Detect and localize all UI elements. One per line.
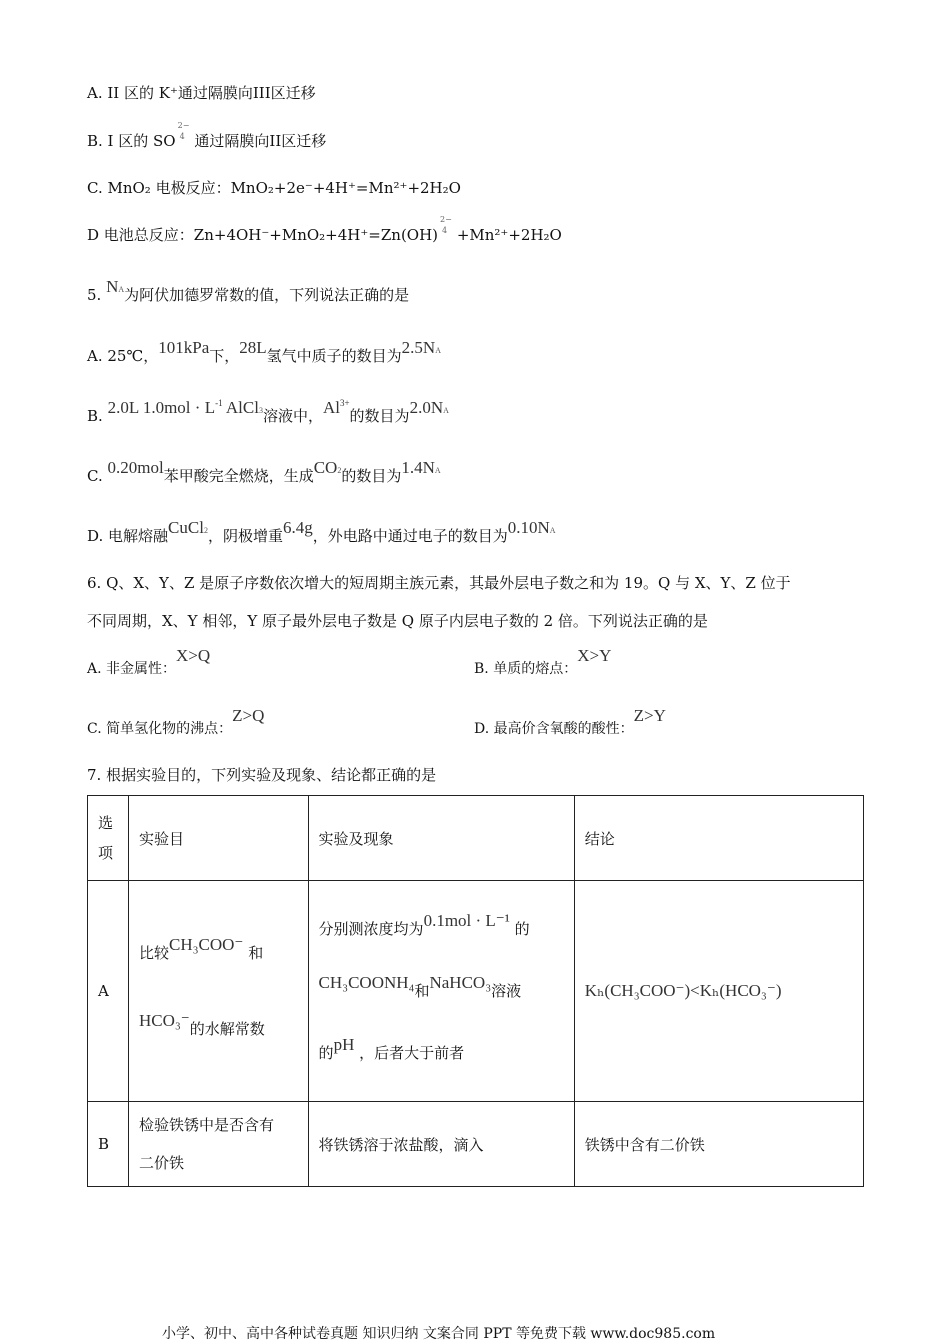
page-footer: 小学、初中、高中各种试卷真题 知识归纳 文案合同 PPT 等免费下载 www.doc985.com	[162, 1326, 716, 1342]
q7-a-conclusion: Kₕ(CH₃COO⁻)<Kₕ(HCO₃⁻)	[574, 881, 863, 1102]
q4-b-suffix: 通过隔膜向II区迁移	[194, 132, 327, 150]
q5-stem-text: 为阿伏加德罗常数的值，下列说法正确的是	[124, 286, 410, 304]
q5-stem	[87, 277, 410, 305]
q4-d-suffix: +Mn²⁺+2H₂O	[456, 226, 562, 244]
q4-option-c: C. MnO₂ 电极反应：MnO₂+2e⁻+4H⁺=Mn²⁺+2H₂O	[87, 179, 461, 197]
q4-b-prefix: B. I 区的 SO	[87, 132, 176, 150]
q7-header-goal: 实验目	[128, 796, 308, 881]
q7-header-row	[88, 796, 864, 881]
q7-b-option: B	[88, 1102, 129, 1187]
q6-stem-line1: 6. Q、X、Y、Z 是原子序数依次增大的短周期主族元素，其最外层电子数之和为 19。Q 与 X、Y、Z 位于	[87, 574, 791, 592]
q7-row-a	[88, 881, 864, 1102]
q5-number: 5.	[87, 286, 102, 304]
q5-option-c: C. 0.20mol苯甲酸完全燃烧，生成CO2的数目为1.4NA	[87, 458, 441, 485]
q6-option-a: A. 非金属性：X>Q	[87, 646, 211, 677]
q7-header-conclusion: 结论	[574, 796, 863, 881]
q7-header-experiment: 实验及现象	[308, 796, 574, 881]
q4-b-ion-index: 2− 4	[177, 121, 190, 141]
q7-b-goal: 检验铁锈中是否含有 二价铁	[128, 1102, 308, 1187]
q6-option-b: B. 单质的熔点：X>Y	[474, 646, 612, 677]
q7-a-goal: 比较CH₃COO⁻ 和 HCO₃⁻的水解常数	[128, 881, 308, 1102]
q7-b-experiment: 将铁锈溶于浓盐酸，滴入	[308, 1102, 574, 1187]
q6-stem-line2: 不同周期，X、Y 相邻，Y 原子最外层电子数是 Q 原子内层电子数的 2 倍。下列说法正确的是	[87, 612, 708, 630]
q4-option-d	[87, 215, 562, 245]
q7-a-option: A	[88, 881, 129, 1102]
q5-option-a: A. 25℃，101kPa下，28L氢气中质子的数目为2.5NA	[87, 338, 441, 365]
q5-option-b: B. 2.0L $1.0mol \cdot L^{-1}$ AlCl3溶液中，$Al^{3+}$的数目为2.0NA	[87, 398, 449, 425]
q4-d-ion-index: 2− 4	[440, 215, 452, 235]
q7-header-option: 选项	[88, 796, 129, 881]
q5-na-symbol: NA	[106, 277, 125, 296]
q7-stem: 7. 根据实验目的，下列实验及现象、结论都正确的是	[87, 766, 437, 784]
q6-option-d: D. 最高价含氧酸的酸性：Z>Y	[474, 706, 666, 737]
q7-table	[87, 795, 864, 1187]
q7-a-experiment: 分别测浓度均为0.1mol · L⁻¹ 的 CH₃COONH₄和NaHCO₃溶液 的pH ，后者大于前者	[308, 881, 574, 1102]
q4-option-b	[87, 121, 327, 151]
q7-row-b	[88, 1102, 864, 1187]
q4-option-a: A. II 区的 K⁺通过隔膜向III区迁移	[87, 84, 316, 102]
q4-d-prefix: D 电池总反应：Zn+4OH⁻+MnO₂+4H⁺=Zn(OH)	[87, 226, 439, 244]
q6-option-c: C. 简单氢化物的沸点：Z>Q	[87, 706, 265, 737]
q7-b-conclusion: 铁锈中含有二价铁	[574, 1102, 863, 1187]
q5-option-d: D. 电解熔融CuCl2，阴极增重6.4g，外电路中通过电子的数目为0.10NA	[87, 518, 556, 545]
